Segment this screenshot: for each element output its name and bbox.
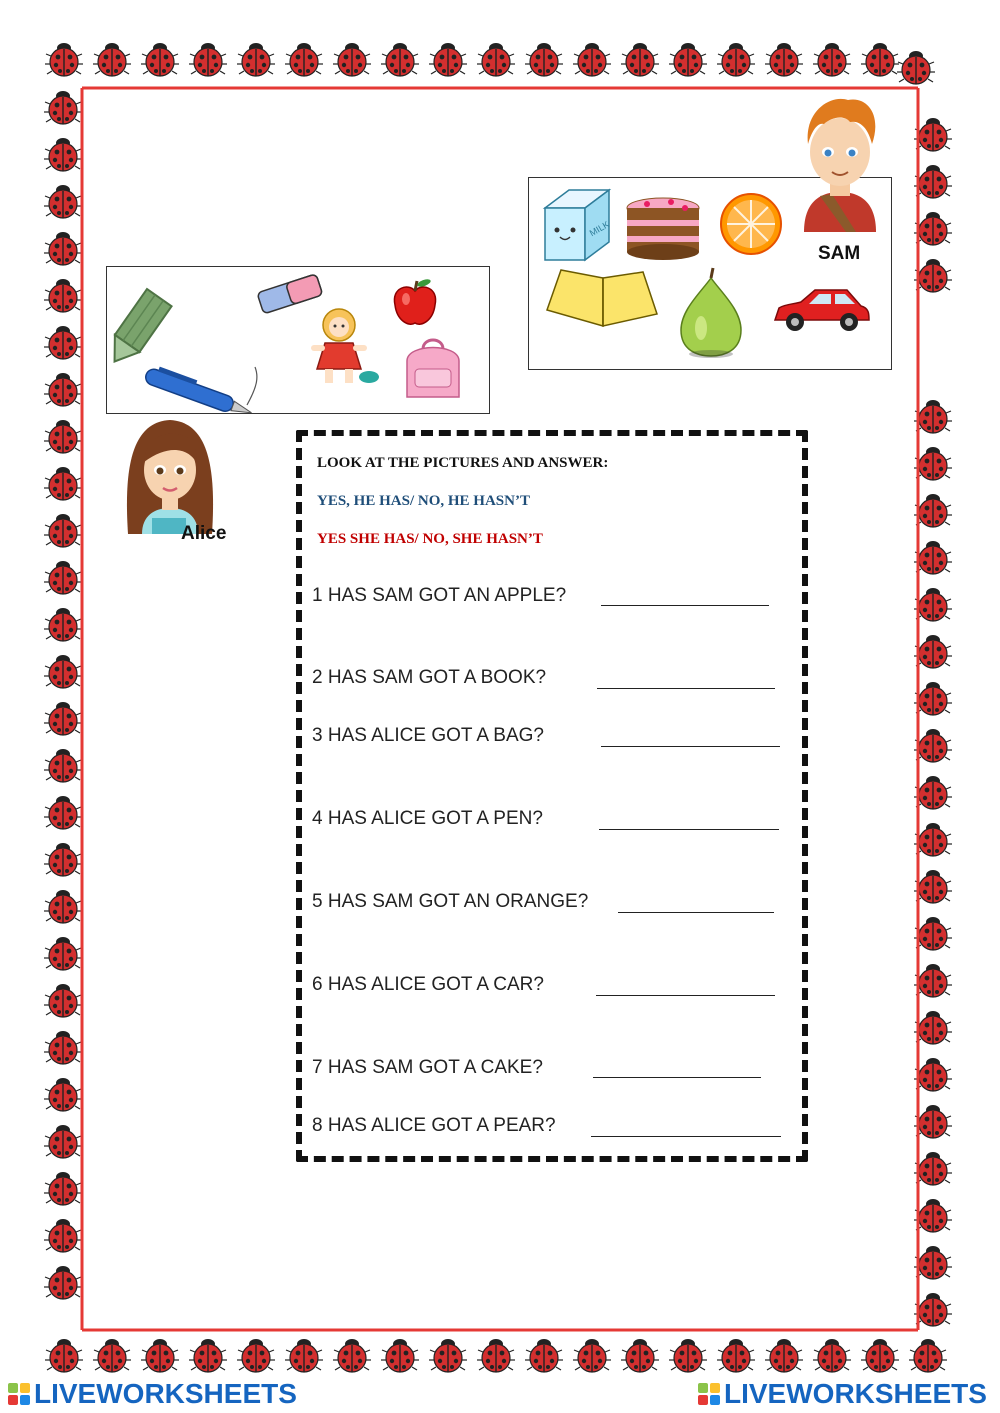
ladybug-icon: [44, 890, 82, 923]
question-8: 8 HAS ALICE GOT A PEAR?: [312, 1115, 556, 1136]
ladybug-icon: [914, 776, 952, 809]
ladybug-icon: [914, 447, 952, 480]
ladybug-icon: [914, 1199, 952, 1232]
answer-line-4[interactable]: [599, 829, 779, 830]
bag-icon: [407, 340, 459, 397]
ladybug-icon: [44, 185, 82, 218]
ladybug-icon: [914, 165, 952, 198]
ladybug-icon: [914, 259, 952, 292]
ladybug-icon: [381, 1339, 419, 1372]
answer-line-7[interactable]: [593, 1077, 761, 1078]
ladybug-icon: [909, 1339, 947, 1372]
answer-line-3[interactable]: [601, 746, 780, 747]
ladybug-icon: [914, 1011, 952, 1044]
liveworksheets-logo-icon: [8, 1383, 30, 1405]
answer-line-8[interactable]: [591, 1136, 781, 1137]
ladybug-icon: [573, 1339, 611, 1372]
ladybug-icon: [45, 1339, 83, 1372]
ladybug-icon: [44, 91, 82, 124]
liveworksheets-logo-text: LIVEWORKSHEETS: [34, 1378, 297, 1409]
milk-label: MILK: [587, 219, 612, 239]
instruction-text: LOOK AT THE PICTURES AND ANSWER:: [317, 455, 609, 471]
ladybug-icon: [93, 1339, 131, 1372]
ladybug-icon: [573, 43, 611, 76]
ladybug-icon: [189, 43, 227, 76]
ladybug-icon: [44, 1172, 82, 1205]
ladybug-icon: [765, 43, 803, 76]
ladybug-icon: [813, 43, 851, 76]
ladybug-icon: [914, 588, 952, 621]
question-3: 3 HAS ALICE GOT A BAG?: [312, 725, 544, 746]
ladybug-icon: [141, 43, 179, 76]
ladybug-icon: [914, 541, 952, 574]
question-5: 5 HAS SAM GOT AN ORANGE?: [312, 891, 589, 912]
ladybug-icon: [44, 608, 82, 641]
ladybug-icon: [285, 1339, 323, 1372]
cake-icon: [627, 198, 699, 260]
ladybug-icon: [381, 43, 419, 76]
ladybug-icon: [914, 1293, 952, 1326]
ladybug-icon: [44, 937, 82, 970]
ladybug-icon: [285, 43, 323, 76]
ladybug-icon: [914, 823, 952, 856]
ladybug-icon: [44, 702, 82, 735]
ladybug-icon: [914, 1246, 952, 1279]
ladybug-icon: [717, 43, 755, 76]
ladybug-icon: [189, 1339, 227, 1372]
ladybug-icon: [44, 514, 82, 547]
ladybug-icon: [914, 494, 952, 527]
ladybug-icon: [897, 51, 935, 84]
liveworksheets-logo-text: LIVEWORKSHEETS: [724, 1378, 987, 1409]
question-7: 7 HAS SAM GOT A CAKE?: [312, 1057, 543, 1078]
ladybug-icon: [861, 1339, 899, 1372]
alice-items-box: [106, 266, 490, 414]
answer-she-hint: YES SHE HAS/ NO, SHE HASN’T: [317, 531, 543, 547]
ladybug-icon: [141, 1339, 179, 1372]
ladybug-icon: [44, 1031, 82, 1064]
answer-line-5[interactable]: [618, 912, 774, 913]
ladybug-icon: [669, 1339, 707, 1372]
alice-avatar: [118, 412, 220, 534]
ladybug-icon: [914, 212, 952, 245]
ladybug-icon: [333, 1339, 371, 1372]
liveworksheets-logo-left[interactable]: [8, 1378, 297, 1410]
ladybug-icon: [429, 1339, 467, 1372]
ladybug-icon: [914, 917, 952, 950]
ladybug-icon: [44, 1125, 82, 1158]
ladybug-icon: [237, 43, 275, 76]
question-6: 6 HAS ALICE GOT A CAR?: [312, 974, 544, 995]
ladybug-icon: [477, 43, 515, 76]
ladybug-icon: [621, 43, 659, 76]
ladybug-icon: [477, 1339, 515, 1372]
ladybug-icon: [914, 118, 952, 151]
eraser-icon: [257, 274, 323, 314]
ladybug-icon: [44, 749, 82, 782]
question-2: 2 HAS SAM GOT A BOOK?: [312, 667, 547, 688]
ladybug-icon: [44, 232, 82, 265]
liveworksheets-logo-right[interactable]: [698, 1378, 987, 1410]
ladybug-icon: [44, 279, 82, 312]
ladybug-icon: [914, 635, 952, 668]
ladybug-icon: [861, 43, 899, 76]
ladybug-icon: [914, 682, 952, 715]
ladybug-icon: [44, 984, 82, 1017]
ladybug-icon: [914, 870, 952, 903]
sam-avatar: [790, 92, 890, 244]
apple-icon: [394, 278, 435, 324]
ladybug-icon: [44, 655, 82, 688]
ladybug-icon: [44, 561, 82, 594]
answer-line-1[interactable]: [601, 605, 769, 606]
book-icon: [547, 270, 657, 326]
question-1: 1 HAS SAM GOT AN APPLE?: [312, 585, 567, 606]
ladybug-icon: [914, 729, 952, 762]
ladybug-icon: [914, 1105, 952, 1138]
ladybug-icon: [237, 1339, 275, 1372]
ladybug-icon: [914, 1058, 952, 1091]
ladybug-icon: [44, 420, 82, 453]
ladybug-icon: [44, 796, 82, 829]
ladybug-icon: [44, 467, 82, 500]
ladybug-icon: [621, 1339, 659, 1372]
ladybug-icon: [44, 373, 82, 406]
ladybug-icon: [45, 43, 83, 76]
answer-he-hint: YES, HE HAS/ NO, HE HASN’T: [317, 493, 530, 509]
answer-line-2[interactable]: [597, 688, 775, 689]
ladybug-icon: [44, 843, 82, 876]
question-4: 4 HAS ALICE GOT A PEN?: [312, 808, 543, 829]
ladybug-icon: [914, 964, 952, 997]
ladybug-icon: [525, 43, 563, 76]
ladybug-icon: [93, 43, 131, 76]
sam-name-label: SAM: [818, 243, 861, 264]
ladybug-icon: [44, 1078, 82, 1111]
doll-icon: [311, 309, 379, 383]
ladybug-icon: [44, 1219, 82, 1252]
pencil-icon: [107, 289, 172, 370]
alice-name-label: Alice: [181, 523, 227, 544]
ladybug-icon: [525, 1339, 563, 1372]
pen-icon: [144, 363, 256, 413]
liveworksheets-logo-icon: [698, 1383, 720, 1405]
answer-line-6[interactable]: [596, 995, 775, 996]
ladybug-icon: [429, 43, 467, 76]
ladybug-icon: [813, 1339, 851, 1372]
car-icon: [775, 290, 869, 331]
ladybug-icon: [669, 43, 707, 76]
ladybug-icon: [914, 400, 952, 433]
ladybug-icon: [333, 43, 371, 76]
ladybug-icon: [717, 1339, 755, 1372]
pear-icon: [681, 268, 741, 358]
ladybug-icon: [44, 326, 82, 359]
ladybug-icon: [44, 138, 82, 171]
orange-icon: [721, 194, 781, 254]
ladybug-icon: [44, 1266, 82, 1299]
ladybug-icon: [765, 1339, 803, 1372]
milk-icon: [545, 190, 611, 260]
ladybug-icon: [914, 1152, 952, 1185]
